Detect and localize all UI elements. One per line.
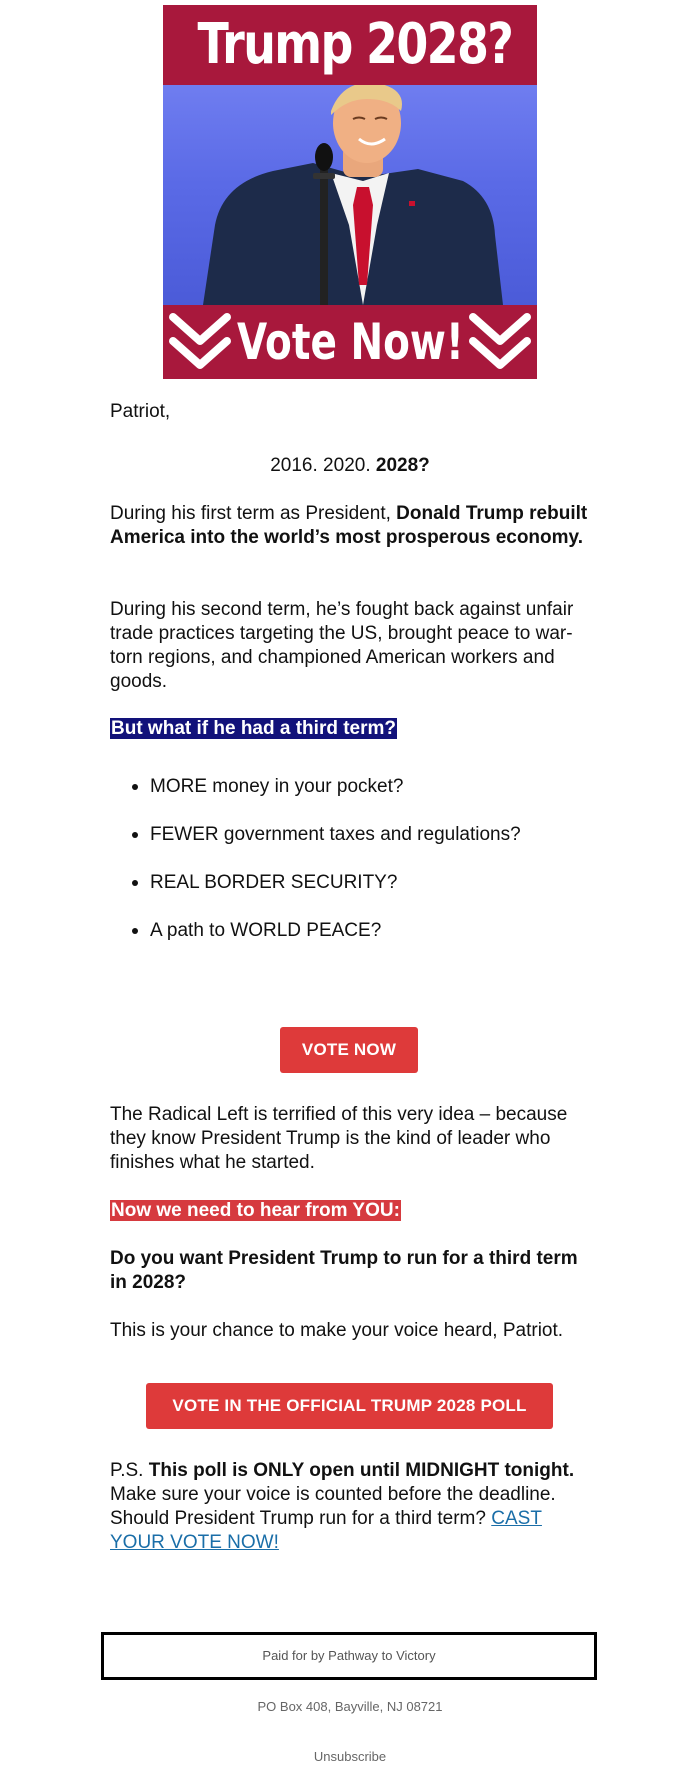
hero-headline: Trump 2028?: [197, 12, 513, 77]
candidate-photo: [163, 85, 537, 305]
benefits-list: [110, 775, 590, 967]
years-bold: 2028?: [375, 455, 430, 476]
hero-header: [163, 5, 537, 85]
hero-banner[interactable]: [163, 5, 537, 379]
list-item: MORE money in your pocket?: [110, 775, 590, 823]
hear-heading-line: [110, 1199, 590, 1223]
greeting: Patriot,: [110, 401, 171, 422]
paid-for-box: [101, 1632, 597, 1680]
double-chevron-down-icon: [467, 311, 533, 373]
vote-now-button[interactable]: VOTE NOW: [280, 1027, 418, 1073]
ps-prefix: P.S.: [110, 1460, 144, 1481]
list-item: REAL BORDER SECURITY?: [110, 871, 590, 919]
first-term-paragraph: [110, 502, 590, 550]
voice-line: This is your chance to make your voice heard, Patriot.: [110, 1320, 564, 1341]
second-term-paragraph: During his second term, he’s fought back against unfair trade practices targeting the US, brought peace to war-torn regions, and championed American workers and goods.: [110, 599, 574, 692]
list-item: FEWER government taxes and regulations?: [110, 823, 590, 871]
official-poll-button[interactable]: VOTE IN THE OFFICIAL TRUMP 2028 POLL: [146, 1383, 553, 1429]
ps-bold: This poll is ONLY open until MIDNIGHT tonight.: [148, 1460, 575, 1481]
hero-footer: [163, 305, 537, 379]
third-term-heading: But what if he had a third term?: [111, 718, 397, 739]
hear-heading: Now we need to hear from YOU:: [111, 1200, 400, 1221]
unsubscribe-link[interactable]: Unsubscribe: [313, 1749, 387, 1764]
years-line: [110, 454, 590, 478]
paid-for-text: Paid for by Pathway to Victory: [262, 1648, 436, 1663]
third-term-heading-line: [110, 717, 590, 741]
mailing-address: PO Box 408, Bayville, NJ 08721: [257, 1699, 443, 1714]
years-plain: 2016. 2020.: [270, 455, 371, 476]
ps-rest: Make sure your voice is counted before the deadline. Should President Trump run for a third term?: [110, 1484, 556, 1529]
candidate-portrait-icon: [163, 85, 537, 305]
cast-vote-link[interactable]: CAST YOUR VOTE NOW!: [110, 1508, 542, 1553]
first-term-bold: Donald Trump rebuilt America into the world’s most prosperous economy.: [110, 503, 588, 548]
list-item: A path to WORLD PEACE?: [110, 919, 590, 967]
ps-paragraph: [110, 1459, 590, 1555]
hero-cta: Vote Now!: [236, 313, 464, 371]
poll-question: Do you want President Trump to run for a third term in 2028?: [110, 1248, 578, 1293]
radical-left-paragraph: The Radical Left is terrified of this very idea – because they know President Trump is the kind of leader who finishes what he started.: [110, 1104, 568, 1173]
first-term-lead: During his first term as President,: [110, 503, 391, 524]
